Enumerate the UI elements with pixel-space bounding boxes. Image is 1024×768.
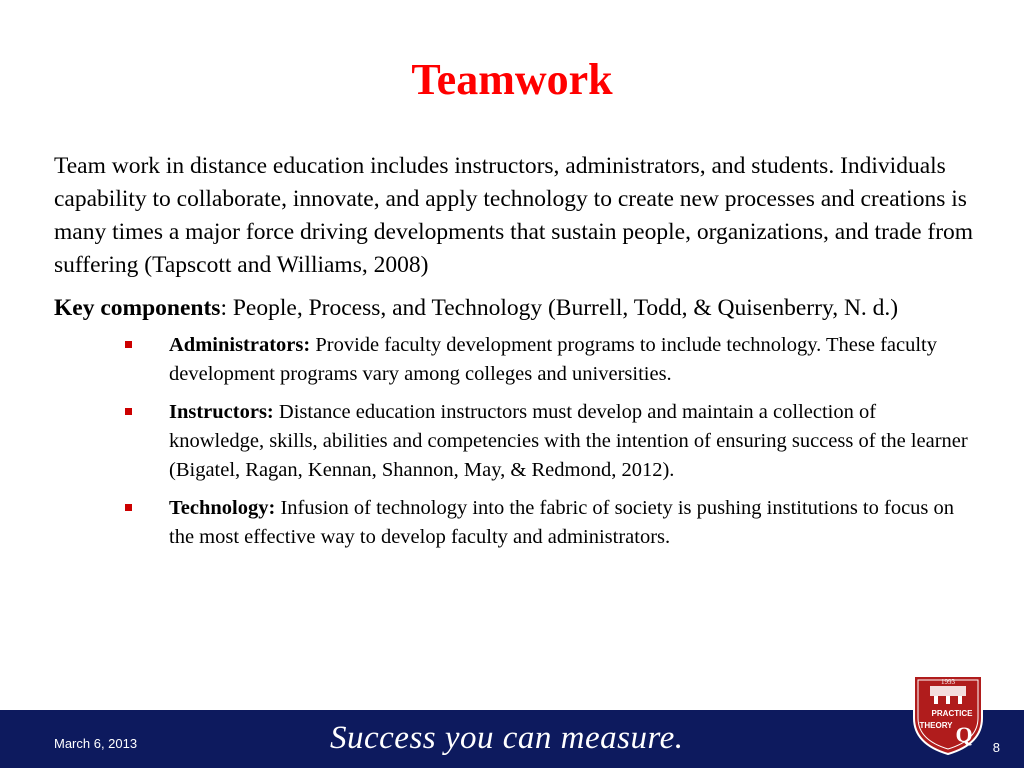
logo-practice: PRACTICE — [931, 709, 973, 718]
bullet-label: Technology: — [169, 497, 276, 519]
shield-crest-icon — [910, 672, 986, 756]
logo-theory: THEORY — [919, 721, 953, 730]
footer-date: March 6, 2013 — [54, 736, 138, 751]
bullet-list — [54, 331, 974, 552]
slide-title: Teamwork — [411, 55, 613, 104]
square-bullet-icon — [125, 494, 133, 523]
page-number: 8 — [992, 740, 1000, 755]
bullet-label: Administrators: — [169, 334, 311, 356]
logo-letter: Q — [955, 722, 973, 747]
key-components-paragraph — [54, 292, 974, 325]
key-components-label: Key components — [54, 295, 221, 321]
list-item — [169, 494, 974, 552]
square-bullet-icon — [125, 398, 133, 427]
footer-bar — [0, 710, 1024, 768]
intro-paragraph: Team work in distance education includes instructors, administrators, and students. Individuals capability to collaborate, innovate, and apply technology to create new processes and creations is many times a major force driving developments that sustain people, organizations, and trade from suffering (Tapscott and Williams, 2008) — [54, 153, 974, 278]
slide-body — [54, 150, 974, 561]
key-components-text: : People, Process, and Technology (Burrell, Todd, & Quisenberry, N. d.) — [220, 295, 899, 321]
square-bullet-icon — [125, 331, 133, 360]
footer-tagline: Success you can measure. — [330, 720, 684, 756]
bullet-text: Distance education instructors must develop and maintain a collection of knowledge, skills, abilities and competencies with the intention of ensuring success of the learner (Bigatel, Ragan, Kennan, Shannon, May, & Redmond, 2012). — [169, 401, 968, 481]
bullet-label: Instructors: — [169, 401, 274, 423]
logo-year: 1993 — [941, 678, 955, 686]
list-item — [169, 331, 974, 389]
list-item — [169, 398, 974, 485]
bullet-text: Infusion of technology into the fabric of society is pushing institutions to focus on the most effective way to develop faculty and administrators. — [169, 497, 955, 548]
bullet-text: Provide faculty development programs to include technology. These faculty development programs vary among colleges and universities. — [169, 334, 938, 385]
